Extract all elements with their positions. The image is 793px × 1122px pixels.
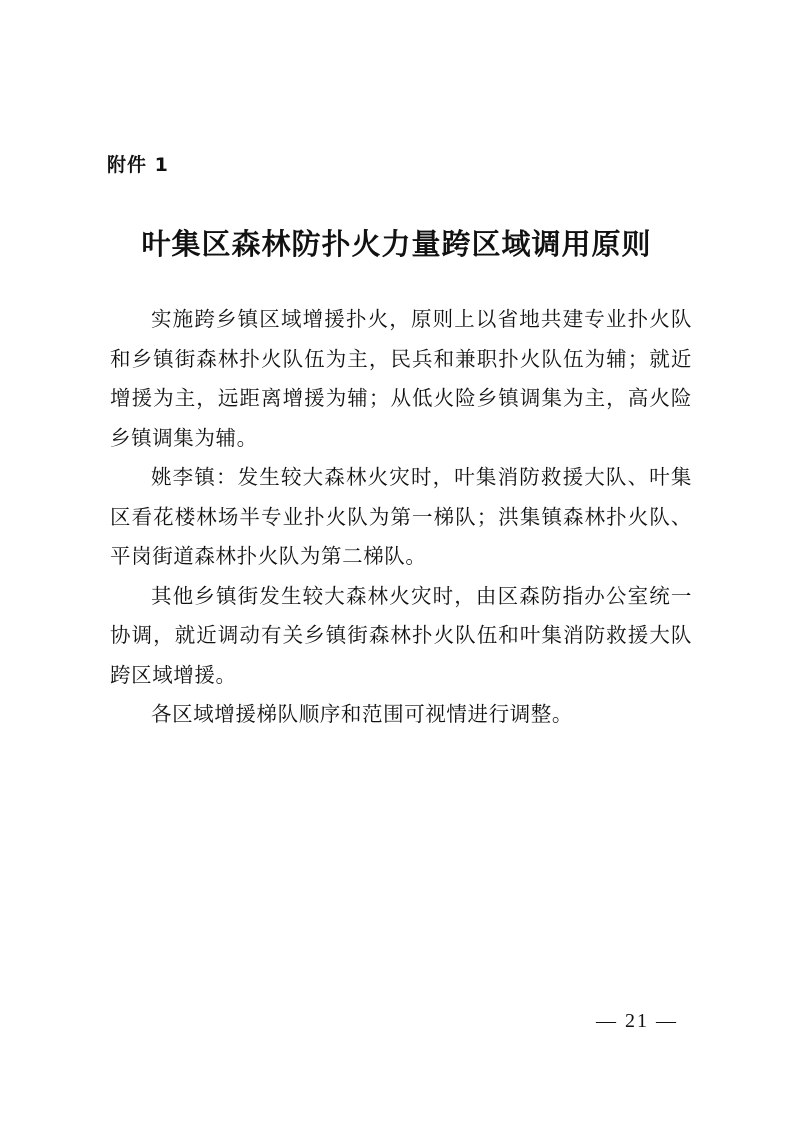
attachment-label: 附件 1 bbox=[107, 154, 169, 176]
document-title: 叶集区森林防扑火力量跨区域调用原则 bbox=[141, 227, 652, 261]
paragraph: 姚李镇：发生较大森林火灾时，叶集消防救援大队、叶集区看花楼林场半专业扑火队为第一梯队；洪集镇森林扑火队、平岗街道森林扑火队为第二梯队。 bbox=[110, 465, 692, 568]
paragraph: 其他乡镇街发生较大森林火灾时，由区森防指办公室统一协调，就近调动有关乡镇街森林扑火队伍和叶集消防救援大队跨区域增援。 bbox=[110, 583, 692, 687]
document-body bbox=[110, 300, 692, 735]
paragraph: 各区域增援梯队顺序和范围可视情进行调整。 bbox=[151, 702, 573, 726]
paragraph: 实施跨乡镇区域增援扑火，原则上以省地共建专业扑火队和乡镇街森林扑火队伍为主，民兵和兼职扑火队伍为辅；就近增援为主，远距离增援为辅；从低火险乡镇调集为主，高火险乡镇调集为辅。 bbox=[110, 307, 692, 450]
page-number: — 21 — bbox=[596, 1010, 678, 1032]
